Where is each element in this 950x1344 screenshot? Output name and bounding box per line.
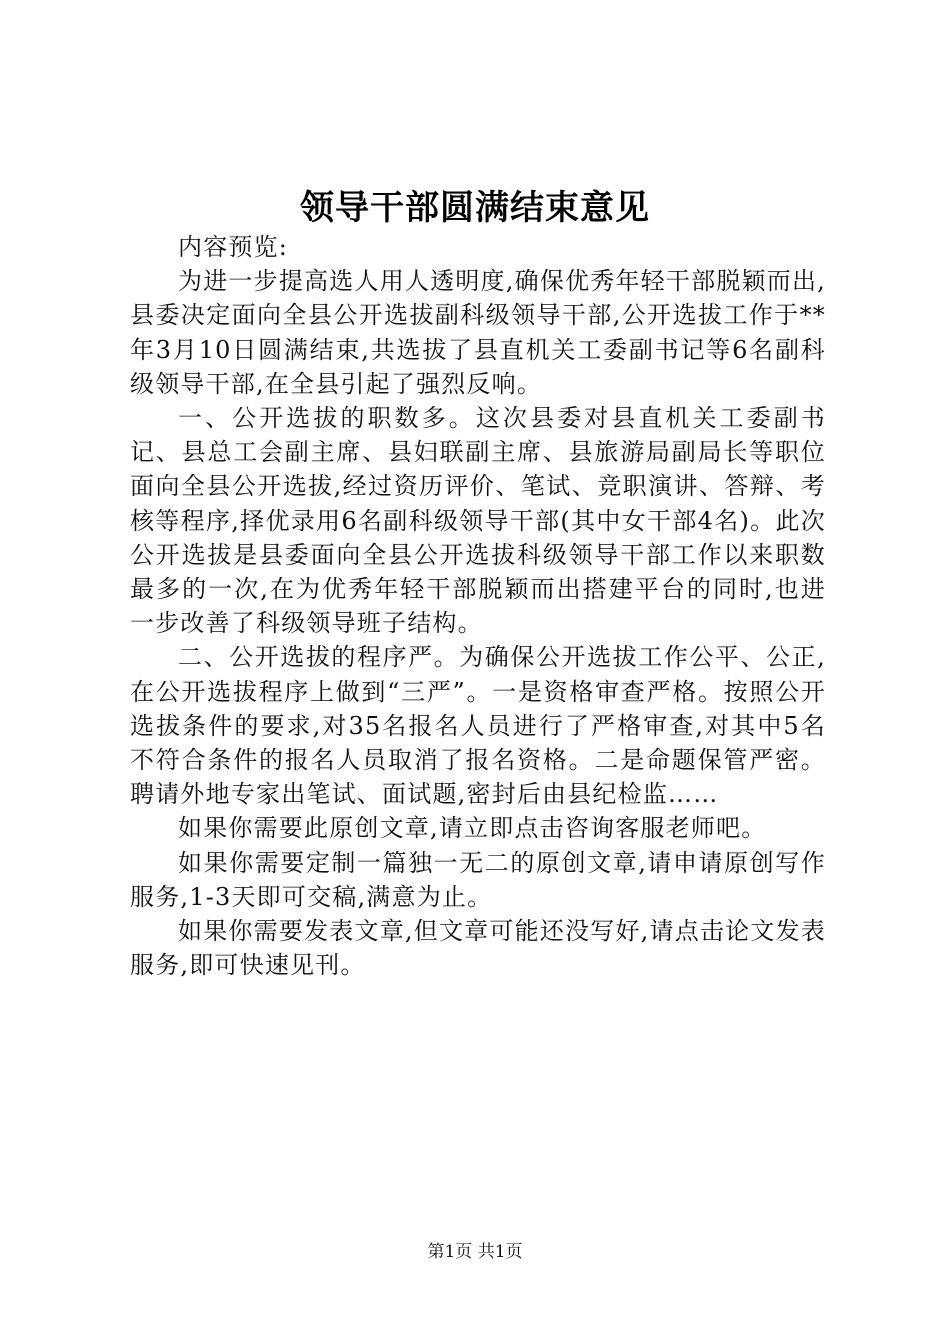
paragraph-custom-writing: 如果你需要定制一篇独一无二的原创文章,请申请原创写作服务,1-3天即可交稿,满意为止。 xyxy=(130,848,826,911)
paragraph-consult-service: 如果你需要此原创文章,请立即点击咨询客服老师吧。 xyxy=(178,814,767,843)
paragraph-section-one: 一、公开选拔的职数多。这次县委对县直机关工委副书记、县总工会副主席、县妇联副主席、县旅游局副局长等职位面向全县公开选拔,经过资历评价、笔试、竞职演讲、答辩、考核等程序,择优录用6名副科级领导干部(其中女干部4名)。此次公开选拔是县委面向全县公开选拔科级领导干部工作以来职数最多的一次,在为优秀年轻干部脱颖而出搭建平台的同时,也进一步改善了科级领导班子结构。 xyxy=(130,404,826,638)
paragraph-section-two: 二、公开选拔的程序严。为确保公开选拔工作公平、公正,在公开选拔程序上做到“三严”。一是资格审查严格。按照公开选拔条件的要求,对35名报名人员进行了严格审查,对其中5名不符合条件的报名人员取消了报名资格。二是命题保管严密。聘请外地专家出笔试、面试题,密封后由县纪检监…… xyxy=(130,643,826,809)
paragraph-intro: 为进一步提高选人用人透明度,确保优秀年轻干部脱颖而出,县委决定面向全县公开选拔副科级领导干部,公开选拔工作于**年3月10日圆满结束,共选拔了县直机关工委副书记等6名副科级领导干部,在全县引起了强烈反响。 xyxy=(130,267,826,398)
document-body xyxy=(130,230,826,982)
page-number-footer: 第1页 共1页 xyxy=(427,1242,523,1262)
preview-label: 内容预览: xyxy=(178,233,289,261)
document-title: 领导干部圆满结束意见 xyxy=(300,188,650,228)
paragraph-publishing-service: 如果你需要发表文章,但文章可能还没写好,请点击论文发表服务,即可快速见刊。 xyxy=(130,917,826,980)
